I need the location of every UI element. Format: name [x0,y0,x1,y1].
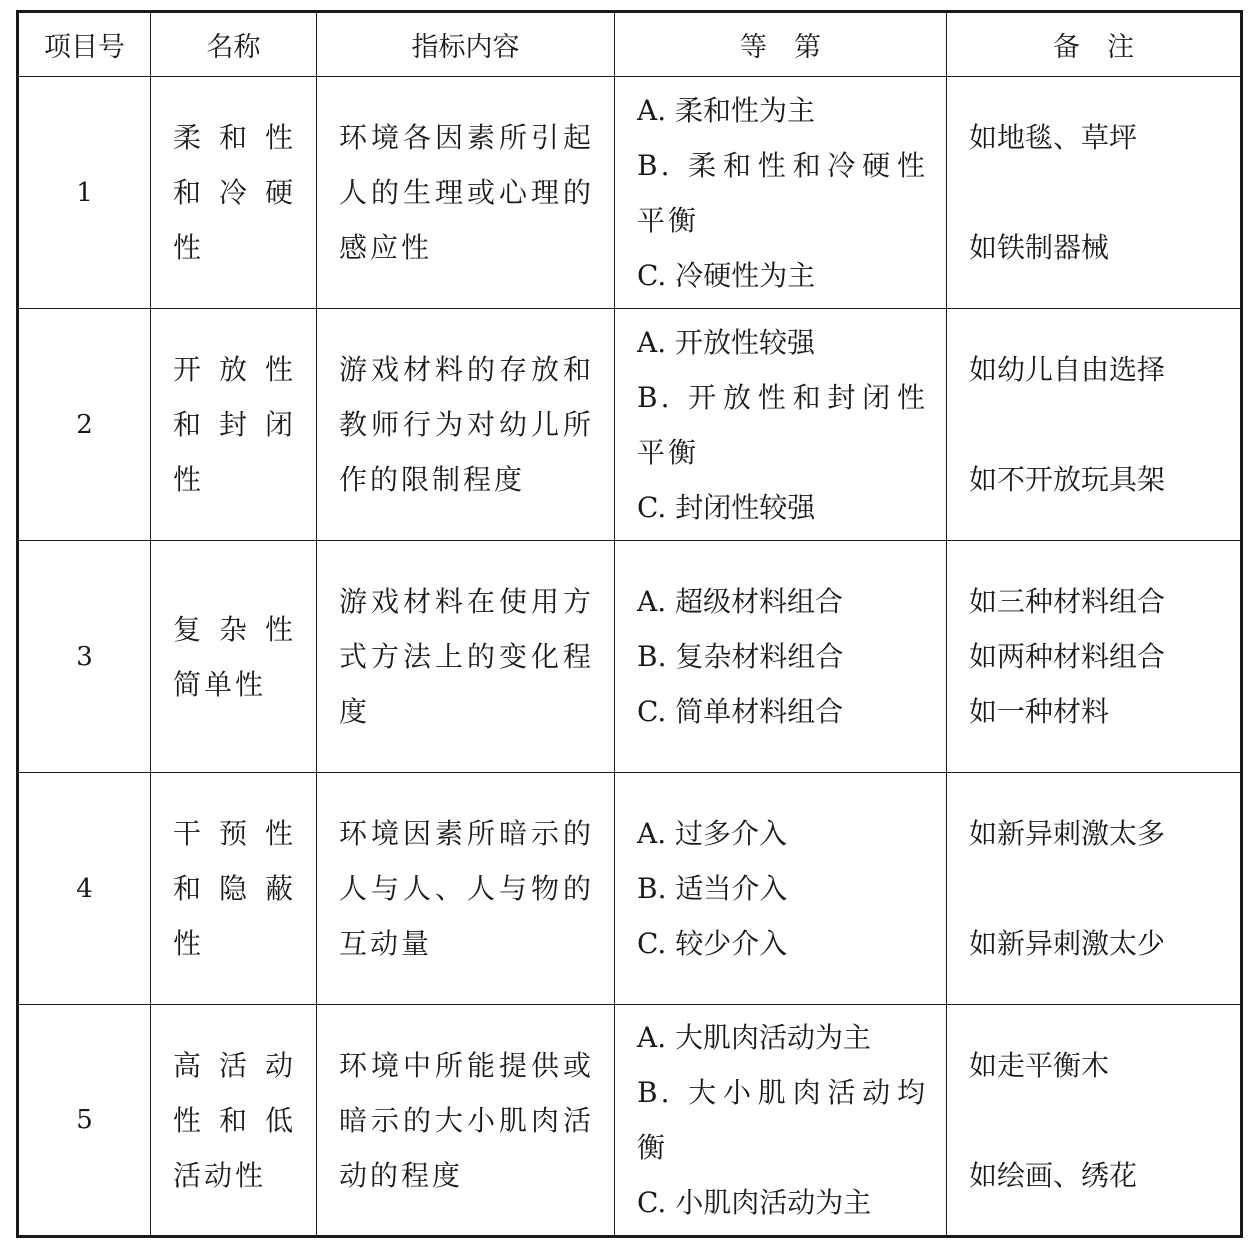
row-desc-text: 环境各因素所引起人的生理或心理的感应性 [339,121,594,264]
header-grade: 等 第 [615,12,947,77]
grade-c: C. 简单材料组合 [637,695,844,728]
note-3: 如铁制器械 [969,231,1110,264]
header-note: 备 注 [947,12,1242,77]
row-name-text: 开放性和封闭性 [173,353,296,496]
grade-b: B. 复杂材料组合 [637,640,844,673]
row-desc-text: 游戏材料在使用方式方法上的变化程度 [339,585,594,728]
row-notes [947,77,1242,309]
table-row [18,1005,1242,1237]
note-3: 如绘画、绣花 [969,1158,1138,1192]
grade-b: B. 大小肌肉活动均衡 [637,1076,928,1164]
table-row [18,541,1242,773]
row-name [151,309,317,541]
note-2 [969,1093,1226,1148]
grade-c: C. 较少介入 [637,927,788,960]
row-name [151,773,317,1005]
row-desc [317,1005,615,1237]
row-desc [317,309,615,541]
table-row [18,77,1242,309]
note-1: 如三种材料组合 [969,585,1166,618]
row-grades [615,1005,947,1237]
grade-a: A. 开放性较强 [637,325,816,359]
table-row [18,309,1242,541]
row-name-text: 高活动性和低活动性 [173,1048,296,1192]
row-desc-text: 环境中所能提供或暗示的大小肌肉活动的程度 [339,1048,594,1192]
row-desc-text: 游戏材料的存放和教师行为对幼儿所作的限制程度 [339,353,594,496]
note-2 [969,861,1226,916]
row-notes [947,309,1242,541]
grade-c: C. 冷硬性为主 [637,258,816,292]
row-notes [947,773,1242,1005]
row-id: 3 [18,541,151,773]
row-id: 4 [18,773,151,1005]
grade-b: B. 柔和性和冷硬性平衡 [637,148,928,237]
note-1: 如新异刺激太多 [969,817,1166,850]
table-row [18,773,1242,1005]
row-name [151,1005,317,1237]
note-1: 如走平衡木 [969,1048,1110,1082]
grade-c: C. 封闭性较强 [637,490,816,524]
row-desc [317,773,615,1005]
header-row [18,12,1242,77]
note-3: 如一种材料 [969,695,1110,728]
grade-a: A. 超级材料组合 [637,585,844,618]
grade-a: A. 大肌肉活动为主 [637,1021,872,1054]
note-2 [969,397,1226,452]
header-name: 名称 [151,12,317,77]
grade-b: B. 适当介入 [637,872,788,905]
row-desc [317,541,615,773]
note-1: 如地毯、草坪 [969,121,1138,154]
row-desc-text: 环境因素所暗示的人与人、人与物的互动量 [339,817,594,960]
row-id: 1 [18,77,151,309]
note-3: 如不开放玩具架 [969,463,1166,496]
grade-a: A. 过多介入 [637,817,788,850]
row-grades [615,309,947,541]
row-desc [317,77,615,309]
note-2 [969,165,1226,220]
row-grades [615,541,947,773]
header-id: 项目号 [18,12,151,77]
row-name [151,77,317,309]
row-name [151,541,317,773]
note-2: 如两种材料组合 [969,640,1166,673]
row-notes [947,1005,1242,1237]
row-name-text: 柔和性和冷硬性 [173,121,296,264]
row-id: 5 [18,1005,151,1237]
row-grades [615,77,947,309]
row-name-text: 干预性和隐蔽性 [173,817,296,960]
grade-a: A. 柔和性为主 [637,93,816,127]
header-desc: 指标内容 [317,12,615,77]
note-1: 如幼儿自由选择 [969,353,1166,386]
row-grades [615,773,947,1005]
note-3: 如新异刺激太少 [969,927,1166,960]
grade-b: B. 开放性和封闭性平衡 [637,380,928,469]
row-notes [947,541,1242,773]
row-id: 2 [18,309,151,541]
row-name-text: 复杂性简单性 [173,612,296,701]
indicator-table [16,10,1243,1238]
grade-c: C. 小肌肉活动为主 [637,1186,872,1219]
